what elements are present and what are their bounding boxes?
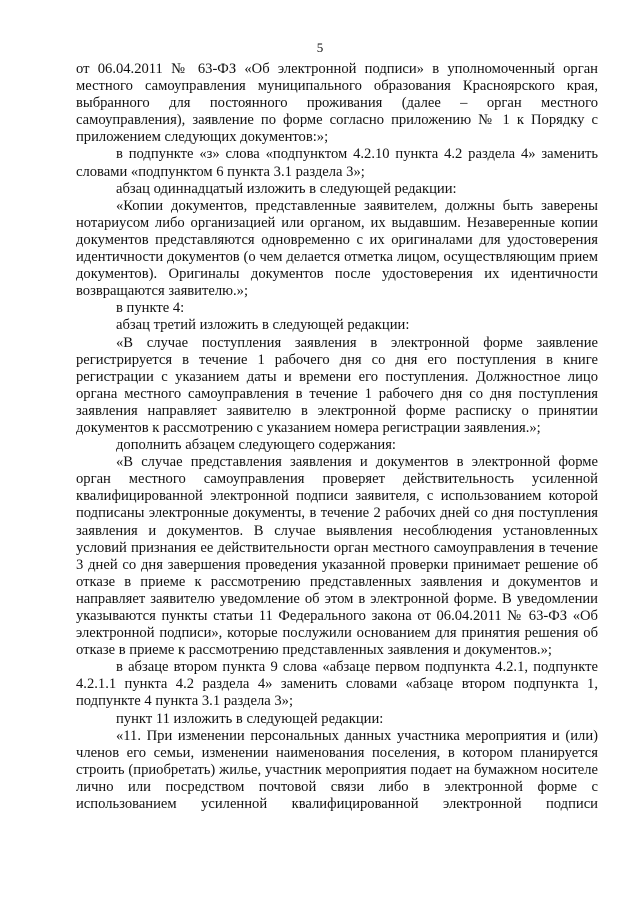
page-number: 5 <box>316 40 324 55</box>
paragraph: абзац третий изложить в следующей редакции: <box>116 317 410 334</box>
paragraph: пункт 11 изложить в следующей редакции: <box>116 710 384 727</box>
paragraph: «11. При изменении персональных данных участника мероприятия и (или) членов его семьи, изменении наименования поселения, в котором планируется строить (приобретать) жилье, участник мероприятия подает на бумажном носителе лично или посредством почтовой связи либо в электронной форме с использованием усиленной квалифицированной электронной подписи <box>76 727 598 813</box>
paragraph: от 06.04.2011 № 63-ФЗ «Об электронной подписи» в уполномоченный орган местного самоуправления муниципального образования Красноярского края, выбранного для постоянного проживания (далее – орган местного самоуправления), заявление по форме согласно приложению № 1 к Порядку с приложением следующих документов:»; <box>76 61 598 146</box>
paragraph: «Копии документов, представленные заявителем, должны быть заверены нотариусом либо организацией или органом, их выдавшим. Незаверенные копии документов представляются одновременно с их оригиналами для удостоверения идентичности документов (о чем делается отметка лицом, осуществляющим прием документов). Оригиналы документов после удостоверения их идентичности возвращаются заявителю.»; <box>76 197 598 300</box>
document-body <box>76 61 598 813</box>
paragraph: «В случае поступления заявления в электронной форме заявление регистрируется в течение 1 рабочего дня со дня его поступления в книге регистрации с указанием даты и времени его поступления. Должностное лицо органа местного самоуправления в течение 1 рабочего дня со дня поступления заявления направляет заявителю в электронной форме расписку о принятии документов к рассмотрению с указанием номера регистрации заявления.»; <box>76 334 598 436</box>
paragraph: «В случае представления заявления и документов в электронной форме орган местного самоуправления проверяет действительность усиленной квалифицированной электронной подписи заявителя, с использованием которой подписаны электронные документы, в течение 2 рабочих дней со дня поступления заявления и документов. В случае выявления несоблюдения установленных условий признания ее действительности орган местного самоуправления в течение 3 дней со дня завершения проведения указанной проверки принимает решение об отказе в приеме к рассмотрению представленных заявления и документов и направляет заявителю уведомление об этом в электронной форме. В уведомлении указываются пункты статьи 11 Федерального закона от 06.04.2011 № 63-ФЗ «Об электронной подписи», которые послужили основанием для принятия решения об отказе в приеме к рассмотрению представленных заявления и документов.»; <box>76 454 598 659</box>
paragraph: в подпункте «з» слова «подпунктом 4.2.10 пункта 4.2 раздела 4» заменить словами «подпунктом 6 пункта 3.1 раздела 3»; <box>76 146 598 180</box>
paragraph: в абзаце втором пункта 9 слова «абзаце первом подпункта 4.2.1, подпункте 4.2.1.1 пункта 4.2 раздела 4» заменить словами «абзаце втором подпункта 1, подпункте 4 пункта 3.1 раздела 3»; <box>76 659 598 710</box>
paragraph: в пункте 4: <box>116 300 185 317</box>
paragraph: абзац одиннадцатый изложить в следующей редакции: <box>116 180 457 197</box>
paragraph: дополнить абзацем следующего содержания: <box>116 437 396 454</box>
